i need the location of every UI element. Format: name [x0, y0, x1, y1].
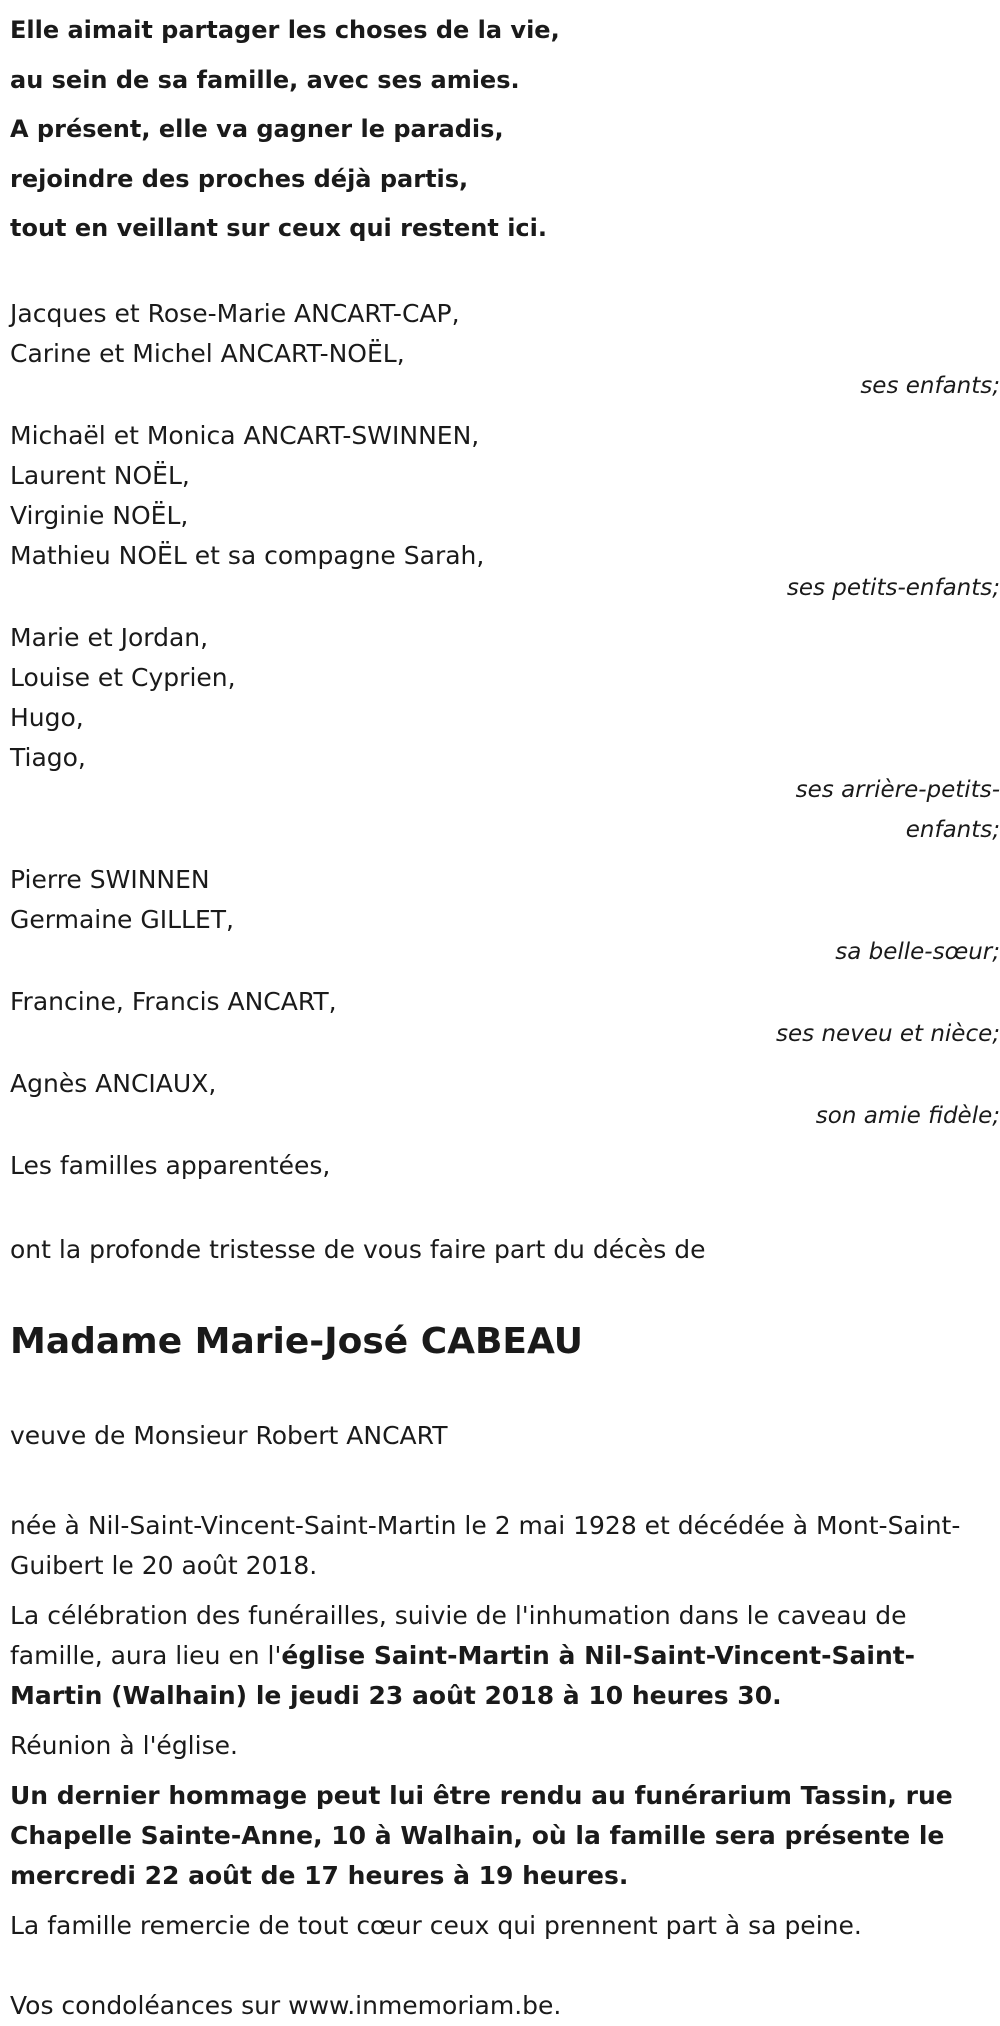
poem-line: A présent, elle va gagner le paradis,: [10, 115, 504, 143]
funeral-intro: La célébration des funérailles, suivie de l'inhumation dans le caveau de famille, aura lieu en l': [10, 1600, 907, 1670]
reunion-text: Réunion à l'église.: [10, 1730, 238, 1760]
obituary-content: [10, 0, 1000, 2026]
family-name: Mathieu NOËL et sa compagne Sarah,: [10, 540, 485, 570]
family-list: [10, 294, 1000, 1186]
family-name: Louise et Cyprien,: [10, 662, 236, 692]
relation-label: ses arrière-petits-enfants;: [795, 776, 1000, 843]
relation-label: son amie fidèle;: [815, 1102, 1000, 1129]
birth-death-text: née à Nil-Saint-Vincent-Saint-Martin le 2 mai 1928 et décédée à Mont-Saint-Guibert le 20 août 2018.: [10, 1510, 961, 1580]
group-petits-enfants: [10, 416, 1000, 608]
group-familles: [10, 1146, 1000, 1186]
family-name: Les familles apparentées,: [10, 1150, 331, 1180]
poem-line: tout en veillant sur ceux qui restent ici.: [10, 214, 547, 242]
group-neveu-niece: [10, 982, 1000, 1054]
deceased-name: Madame Marie-José CABEAU: [10, 1320, 584, 1362]
condolences-text: Vos condoléances sur www.inmemoriam.be.: [10, 1990, 562, 2020]
family-name: Michaël et Monica ANCART-SWINNEN,: [10, 420, 480, 450]
relation-label: ses petits-enfants;: [786, 574, 1000, 601]
family-name: Pierre SWINNEN: [10, 864, 210, 894]
hommage-text: Un dernier hommage peut lui être rendu au funérarium Tassin, rue Chapelle Sainte-Anne, 10 à Walhain, où la famille sera présente le mercredi 22 août de 17 heures à 19 heures.: [10, 1780, 953, 1890]
funeral-text: [10, 1596, 1000, 1716]
family-name: Jacques et Rose-Marie ANCART-CAP,: [10, 298, 460, 328]
family-name: Virginie NOËL,: [10, 500, 189, 530]
poem-line: Elle aimait partager les choses de la vie,: [10, 16, 560, 44]
poem: [10, 0, 1000, 254]
family-name: Marie et Jordan,: [10, 622, 209, 652]
relation-label: ses neveu et nièce;: [776, 1020, 1000, 1047]
family-name: Carine et Michel ANCART-NOËL,: [10, 338, 405, 368]
widow-of: veuve de Monsieur Robert ANCART: [10, 1420, 448, 1450]
group-belle-soeur: [10, 860, 1000, 972]
thanks-text: La famille remercie de tout cœur ceux qui prennent part à sa peine.: [10, 1910, 862, 1940]
family-name: Laurent NOËL,: [10, 460, 190, 490]
group-arriere-petits-enfants: [10, 618, 1000, 850]
announcement: ont la profonde tristesse de vous faire part du décès de: [10, 1234, 706, 1264]
poem-line: au sein de sa famille, avec ses amies.: [10, 65, 520, 94]
family-name: Agnès ANCIAUX,: [10, 1068, 217, 1098]
relation-label: ses enfants;: [860, 372, 1000, 399]
group-amie: [10, 1064, 1000, 1136]
family-name: Tiago,: [10, 742, 86, 772]
relation-label: sa belle-sœur;: [835, 938, 1000, 965]
family-name: Germaine GILLET,: [10, 904, 234, 934]
family-name: Francine, Francis ANCART,: [10, 986, 337, 1016]
funeral-details: église Saint-Martin à Nil-Saint-Vincent-Saint-Martin (Walhain) le jeudi 23 août 2018 à 10 heures 30.: [10, 1640, 916, 1710]
poem-line: rejoindre des proches déjà partis,: [10, 164, 469, 193]
group-enfants: [10, 294, 1000, 406]
family-name: Hugo,: [10, 702, 84, 732]
